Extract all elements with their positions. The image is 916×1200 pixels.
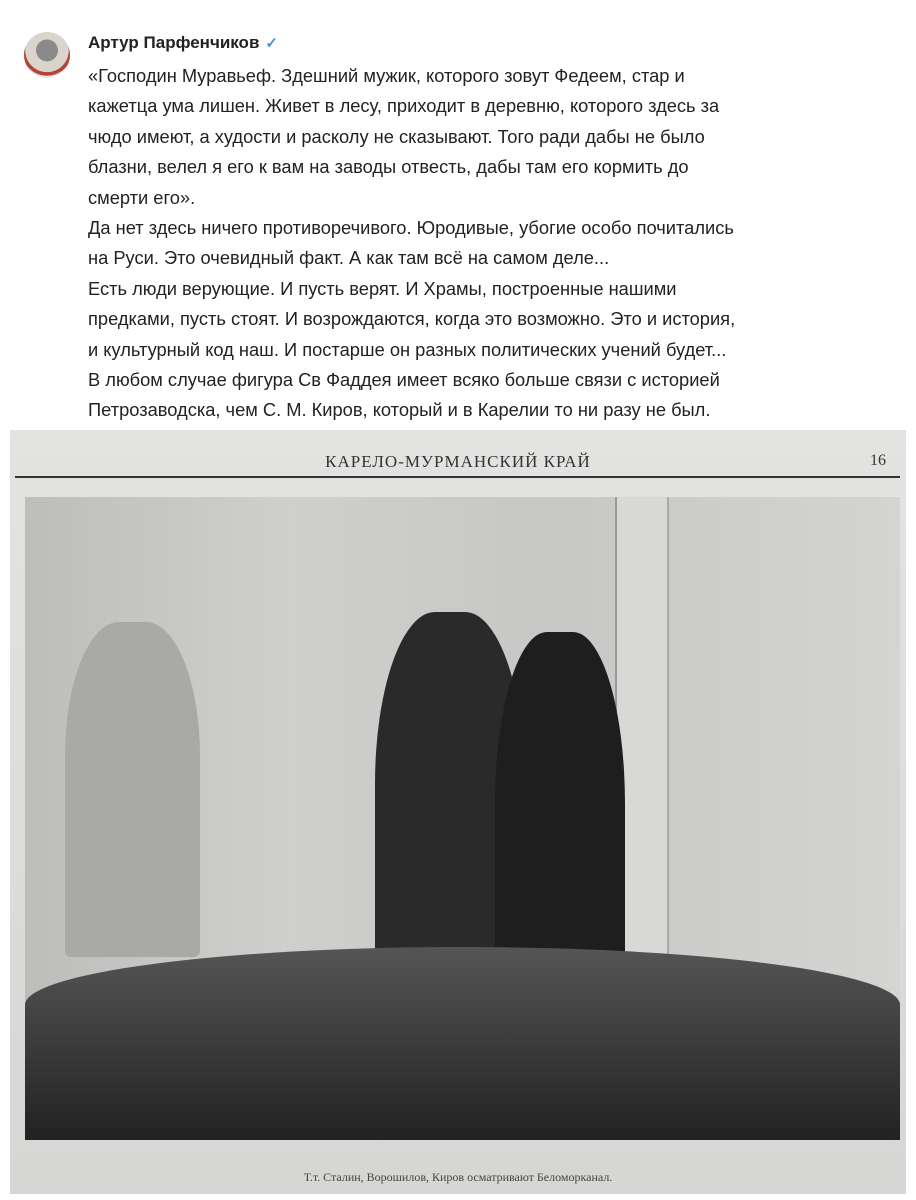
post-line: «Господин Муравьеф. Здешний мужик, которого зовут Федеем, стар и (88, 65, 685, 86)
author-header (88, 33, 278, 53)
verified-check-icon: ✓ (265, 35, 278, 52)
avatar[interactable] (24, 32, 70, 78)
post-line: смерти его». (88, 186, 196, 208)
post-line: предками, пусть стоят. И возрождаются, когда это возможно. Это и история, (88, 308, 736, 330)
page-number: 16 (870, 452, 886, 469)
author-name[interactable]: Артур Парфенчиков (88, 33, 260, 52)
magazine-header: КАРЕЛО-МУРМАНСКИЙ КРАЙ (325, 452, 591, 471)
post-line: Да нет здесь ничего противоречивого. Юродивые, убогие особо почитались (88, 217, 734, 239)
post-line: чюдо имеют, а худости и расколу не сказывают. Того ради дабы не было (88, 125, 705, 147)
post-line: Есть люди верующие. И пусть верят. И Храмы, построенные нашими (88, 277, 677, 299)
post-line: Петрозаводска, чем С. М. Киров, который и в Карелии то ни разу не был. (88, 399, 711, 421)
post-image[interactable] (10, 430, 906, 1194)
post-line: и культурный код наш. И постарше он разных политических учений будет... (88, 338, 727, 360)
archival-photo (25, 497, 900, 1140)
post-line: блазни, велел я его к вам на заводы отвесть, дабы там его кормить до (88, 156, 689, 178)
post-text (88, 61, 903, 426)
photo-caption: Т.т. Сталин, Ворошилов, Киров осматривают Беломорканал. (303, 1170, 613, 1184)
header-rule (15, 476, 900, 478)
post-line: В любом случае фигура Св Фаддея имеет всяко больше связи с историей (88, 369, 720, 391)
post-line: на Руси. Это очевидный факт. А как там всё на самом деле... (88, 247, 610, 269)
post-line: кажетца ума лишен. Живет в лесу, приходит в деревню, которого здесь за (88, 95, 720, 117)
vehicle-foreground (25, 947, 900, 1140)
figure-left (65, 622, 200, 957)
